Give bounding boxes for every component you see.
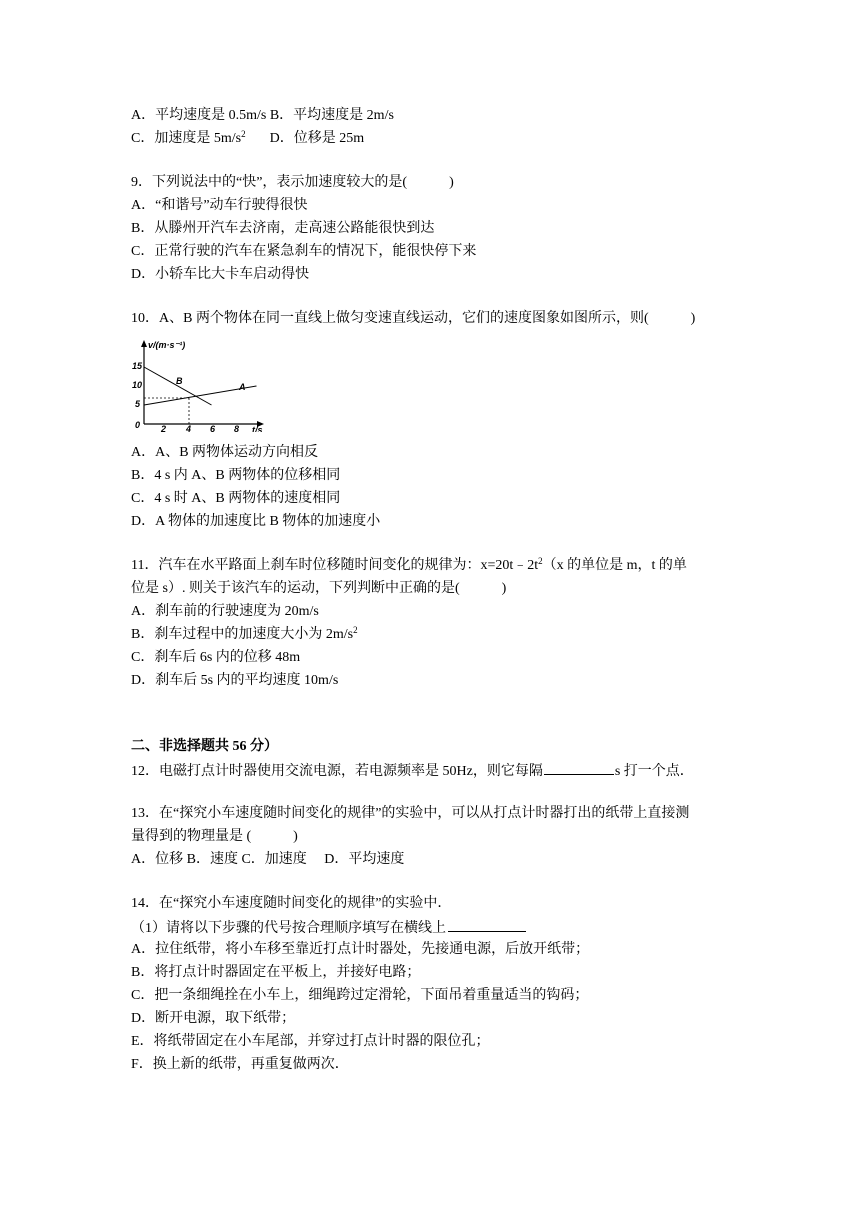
q14-step-e: E．将纸带固定在小车尾部，并穿过打点计时器的限位孔；: [131, 1034, 490, 1049]
q11-option-a: A．刹车前的行驶速度为 20m/s: [131, 604, 319, 619]
q11-option-b-exponent: 2: [353, 625, 358, 635]
q14-stem: 14．在“探究小车速度随时间变化的规律”的实验中．: [131, 896, 452, 911]
q13-options: A．位移 B．速度 C．加速度 D．平均速度: [131, 852, 405, 867]
q8-option-ab: A．平均速度是 0.5m/s B．平均速度是 2m/s: [131, 108, 394, 123]
q9-option-c: C．正常行驶的汽车在紧急刹车的情况下，能很快停下来: [131, 244, 477, 259]
q14-step-c: C．把一条细绳拴在小车上，细绳跨过定滑轮，下面吊着重量适当的钩码；: [131, 988, 589, 1003]
q13-stem-line2: 量得到的物理量是 ( ): [131, 829, 298, 844]
velocity-time-graph: [132, 336, 268, 432]
q11-option-d: D．刹车后 5s 内的平均速度 10m/s: [131, 673, 339, 688]
q12-text-after: s 打一个点．: [614, 764, 694, 779]
q14-step-d: D．断开电源，取下纸带；: [131, 1011, 296, 1026]
y-axis-arrow: [141, 340, 147, 347]
q10-option-d: D．A 物体的加速度比 B 物体的加速度小: [131, 514, 381, 529]
x-tick-label: 4: [186, 424, 192, 432]
q10-stem: 10．A、B 两个物体在同一直线上做匀变速直线运动，它们的速度图象如图所示，则( ): [131, 311, 696, 326]
y-tick-label: 5: [135, 399, 141, 409]
q10-option-b: B．4 s 内 A、B 两物体的位移相同: [131, 468, 341, 483]
q8-option-d: D．位移是 25m: [269, 131, 365, 146]
x-axis-label: t/s: [252, 425, 263, 432]
q9-option-b: B．从滕州开汽车去济南，走高速公路能很快到达: [131, 221, 435, 236]
q14-step-b: B．将打点计时器固定在平板上，并接好电路；: [131, 965, 421, 980]
q14-step-f: F．换上新的纸带，再重复做两次．: [131, 1057, 349, 1072]
y-axis-label: v/(m·s⁻¹): [148, 340, 186, 350]
q8-option-cd: [131, 130, 364, 148]
q10-option-a: A．A、B 两物体运动方向相反: [131, 445, 319, 460]
q9-option-d: D．小轿车比大卡车启动得快: [131, 267, 310, 282]
q11-option-b-text: B．刹车过程中的加速度大小为 2m/s: [131, 627, 354, 642]
y-tick-label: 0: [135, 420, 141, 430]
section-title: 二、非选择题共 56 分）: [131, 739, 278, 754]
q12-stem: [131, 761, 694, 781]
q11-stem-formula: 11．汽车在水平路面上刹车时位移随时间变化的规律为：x=20t﹣2t: [131, 558, 539, 573]
q14-subquestion-1-text: （1）请将以下步骤的代号按合理顺序填写在横线上: [131, 921, 446, 936]
q9-option-a: A．“和谐号”动车行驶得很快: [131, 198, 308, 213]
q11-stem-units: （x 的单位是 m，t 的单: [542, 558, 687, 573]
q11-option-c: C．刹车后 6s 内的位移 48m: [131, 650, 301, 665]
x-tick-label: 2: [161, 424, 167, 432]
y-tick-label: 15: [132, 361, 143, 371]
q9-stem: 9．下列说法中的“快”，表示加速度较大的是( ): [131, 175, 454, 190]
q11-stem-line2: 位是 s）. 则关于该汽车的运动，下列判断中正确的是( ): [131, 581, 507, 596]
q13-stem-line1: 13．在“探究小车速度随时间变化的规律”的实验中，可以从打点计时器打出的纸带上直接测: [131, 806, 690, 821]
y-tick-label: 10: [132, 380, 143, 390]
q12-text-before: 12．电磁打点计时器使用交流电源，若电源频率是 50Hz，则它每隔: [131, 764, 543, 779]
x-tick-label: 8: [234, 424, 240, 432]
q14-answer-blank[interactable]: [448, 918, 526, 932]
q11-option-b: [131, 626, 358, 644]
line-a-label: A: [239, 382, 246, 392]
q11-stem-line1: [131, 557, 687, 575]
line-b-label: B: [176, 376, 183, 386]
q14-subquestion-1: [131, 918, 526, 938]
q12-answer-blank[interactable]: [544, 761, 614, 775]
q8-option-c-exponent: 2: [241, 129, 246, 139]
q14-step-a: A．拉住纸带，将小车移至靠近打点计时器处，先接通电源，后放开纸带；: [131, 942, 590, 957]
q10-option-c: C．4 s 时 A、B 两物体的速度相同: [131, 491, 341, 506]
x-tick-label: 6: [210, 424, 216, 432]
q11-stem-exponent: 2: [538, 556, 543, 566]
q8-option-c: C．加速度是 5m/s: [131, 131, 242, 146]
